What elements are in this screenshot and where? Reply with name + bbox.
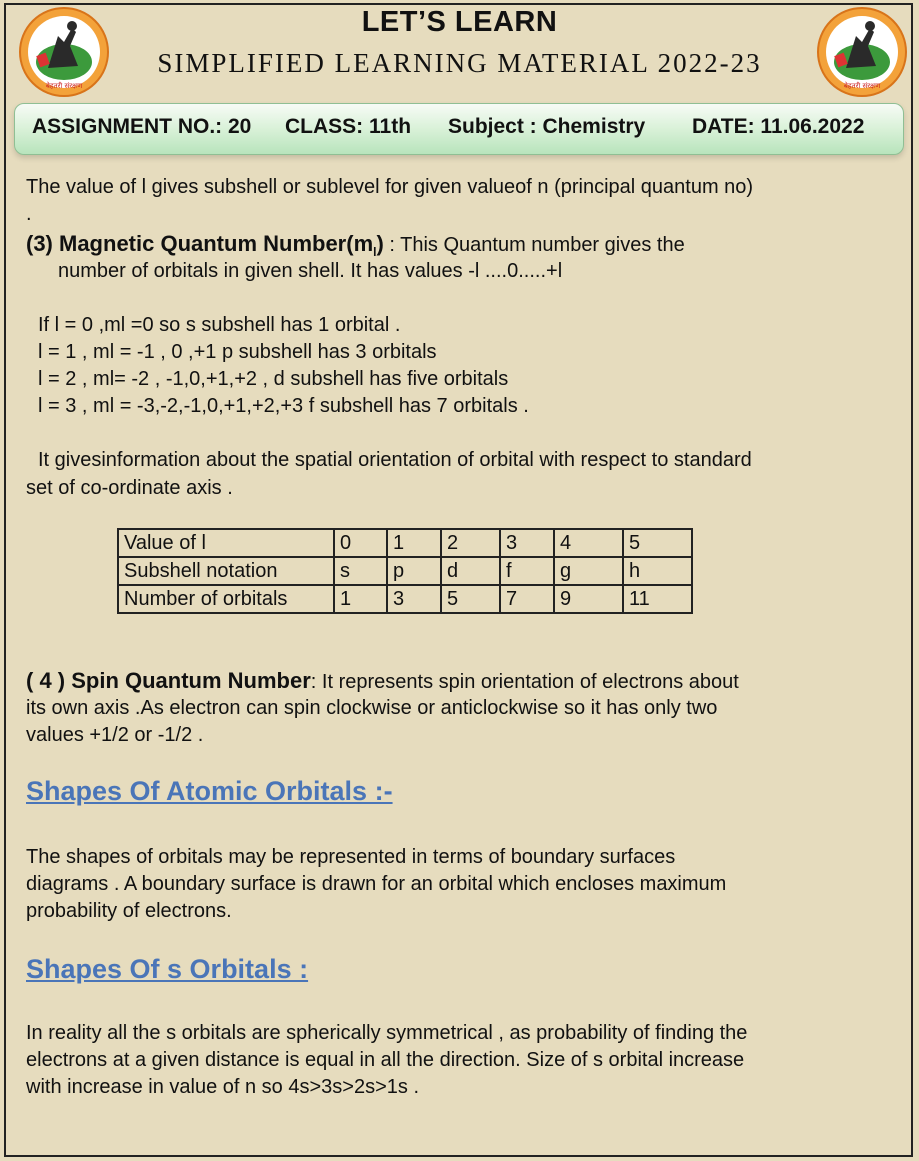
shapes-atomic-orbitals-heading: Shapes Of Atomic Orbitals :- — [26, 776, 393, 806]
table-cell: 9 — [554, 585, 623, 613]
ml-line-3: l = 3 , ml = -3,-2,-1,0,+1,+2,+3 f subshell has 7 orbitals . — [38, 395, 529, 417]
table-row — [118, 529, 692, 557]
subject-label: Subject : Chemistry — [448, 115, 646, 138]
spin-heading: ( 4 ) Spin Quantum Number — [26, 668, 311, 693]
table-cell: 1 — [334, 585, 387, 613]
date-label: DATE: 11.06.2022 — [692, 115, 865, 138]
table-cell: Value of l — [118, 529, 334, 557]
subshell-table — [117, 528, 693, 614]
assignment-number: ASSIGNMENT NO.: 20 — [32, 115, 252, 138]
svg-text:बेहतरी संरक्षण: बेहतरी संरक्षण — [843, 82, 881, 90]
magnetic-heading-close: ) — [376, 231, 384, 256]
table-cell: 3 — [387, 585, 441, 613]
magnetic-paragraph-line-2: number of orbitals in given shell. It has values -l ....0.....+l — [58, 260, 563, 282]
table-cell: g — [554, 557, 623, 585]
shapes-line-2: diagrams . A boundary surface is drawn for an orbital which encloses maximum — [26, 873, 727, 895]
spin-paragraph-line-3: values +1/2 or -1/2 . — [26, 724, 204, 746]
table-cell: p — [387, 557, 441, 585]
ml-line-1: l = 1 , ml = -1 , 0 ,+1 p subshell has 3 orbitals — [38, 341, 437, 363]
shapes-line-1: The shapes of orbitals may be represented in terms of boundary surfaces — [26, 846, 676, 868]
table-cell: Subshell notation — [118, 557, 334, 585]
table-cell: 5 — [623, 529, 692, 557]
table-row — [118, 585, 692, 613]
table-cell: s — [334, 557, 387, 585]
s-line-1: In reality all the s orbitals are spherically symmetrical , as probability of finding the — [26, 1022, 748, 1044]
spatial-line-1: It givesinformation about the spatial orientation of orbital with respect to standard — [38, 449, 752, 471]
magnetic-subscript: l — [373, 245, 377, 259]
table-cell: 5 — [441, 585, 500, 613]
magnetic-heading: (3) Magnetic Quantum Number(m — [26, 231, 374, 256]
table-cell: h — [623, 557, 692, 585]
table-cell: Number of orbitals — [118, 585, 334, 613]
table-cell: 7 — [500, 585, 554, 613]
page-title: LET’S LEARN — [361, 6, 558, 38]
svg-text:बेहतरी संरक्षण: बेहतरी संरक्षण — [45, 82, 83, 90]
shapes-line-3: probability of electrons. — [26, 900, 232, 922]
s-line-2: electrons at a given distance is equal in all the direction. Size of s orbital increase — [26, 1049, 745, 1071]
class-label: CLASS: 11th — [285, 115, 412, 138]
intro-line-1: The value of l gives subshell or sublevel for given valueof n (principal quantum no) — [26, 176, 754, 198]
table-cell: 11 — [623, 585, 692, 613]
table-row — [118, 557, 692, 585]
page-subtitle: SIMPLIFIED LEARNING MATERIAL 2022-23 — [157, 48, 762, 78]
spin-paragraph-line-2: its own axis .As electron can spin clockwise or anticlockwise so it has only two — [26, 697, 718, 719]
shapes-s-orbitals-heading: Shapes Of s Orbitals : — [26, 954, 309, 984]
ml-line-2: l = 2 , ml= -2 , -1,0,+1,+2 , d subshell has five orbitals — [38, 368, 509, 390]
spatial-line-2: set of co-ordinate axis . — [26, 477, 233, 499]
table-cell: 2 — [441, 529, 500, 557]
table-cell: 0 — [334, 529, 387, 557]
assignment-bar — [14, 103, 904, 155]
s-line-3: with increase in value of n so 4s>3s>2s>1s . — [26, 1076, 420, 1098]
table-cell: 4 — [554, 529, 623, 557]
table-cell: f — [500, 557, 554, 585]
table-cell: 1 — [387, 529, 441, 557]
spin-text: : It represents spin orientation of electrons about — [310, 671, 739, 693]
magnetic-paragraph-line-1 — [26, 231, 685, 259]
ml-line-0: If l = 0 ,ml =0 so s subshell has 1 orbital . — [38, 314, 401, 336]
table-cell: d — [441, 557, 500, 585]
intro-line-2: . — [26, 203, 32, 225]
table-cell: 3 — [500, 529, 554, 557]
magnetic-text: : This Quantum number gives the — [383, 234, 685, 256]
spin-paragraph-line-1 — [26, 668, 739, 694]
